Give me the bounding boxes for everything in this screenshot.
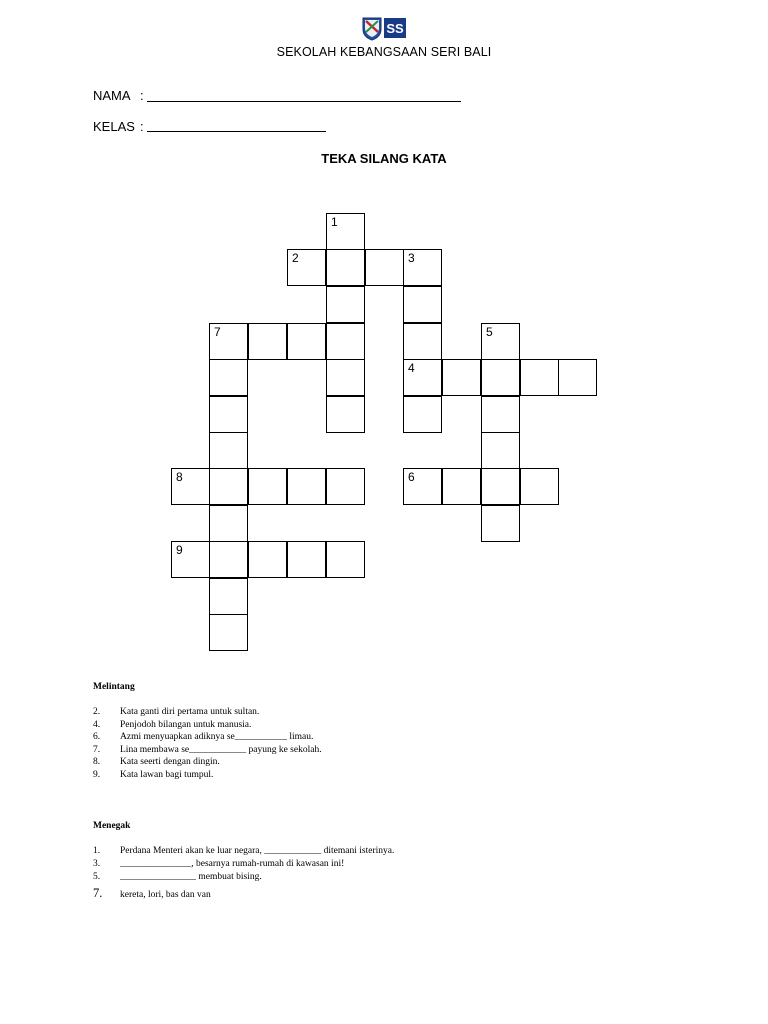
clue-text: kereta, lori, bas dan van [120,890,211,900]
crossword-cell[interactable] [520,359,559,396]
name-colon: : [140,88,144,103]
crossword-cell[interactable] [287,541,326,578]
crossword-cell[interactable] [403,359,442,396]
down-clue [93,846,394,856]
clue-num: 8. [93,757,101,767]
crossword-cell[interactable] [209,359,248,396]
across-clue [93,745,322,755]
clue-text: Perdana Menteri akan ke luar negara, ____________ ditemani isterinya. [120,846,395,856]
crossword-cell[interactable] [326,249,365,286]
crossword-cell[interactable] [403,323,442,360]
crossword-cell[interactable] [248,541,287,578]
crossword-cell[interactable] [287,468,326,505]
crossword-cell[interactable] [326,213,365,250]
across-heading: Melintang [93,682,135,692]
clue-num: 9. [93,770,101,780]
crossword-cell[interactable] [326,359,365,396]
crossword-cell[interactable] [171,541,210,578]
clue-num: 3. [93,859,101,869]
crossword-cell[interactable] [481,505,520,542]
crossword-cell[interactable] [287,323,326,360]
name-label: NAMA [93,88,131,103]
crossword-cell[interactable] [326,323,365,360]
crossword-cell[interactable] [326,396,365,433]
clue-num: 1. [93,846,101,856]
crossword-cell[interactable] [209,541,248,578]
crossword-cell[interactable] [248,468,287,505]
crossword-cell[interactable] [442,468,481,505]
crossword-cell[interactable] [248,323,287,360]
clue-number: 5 [486,325,493,339]
clue-text: Kata lawan bagi tumpul. [120,770,214,780]
clue-number: 8 [176,470,183,484]
clue-num: 5. [93,872,101,882]
down-clue [93,886,211,901]
crossword-cell[interactable] [209,468,248,505]
crossword-cell[interactable] [209,432,248,469]
clue-text: _______________, besarnya rumah-rumah di kawasan ini! [120,859,345,869]
clue-number: 3 [408,251,415,265]
crossword-cell[interactable] [403,286,442,323]
crossword-cell[interactable] [209,396,248,433]
crossword-cell[interactable] [481,396,520,433]
clue-num: 4. [93,720,101,730]
clue-num: 7. [93,886,103,900]
crossword-cell[interactable] [326,468,365,505]
clue-text: Lina membawa se____________ payung ke sekolah. [120,745,322,755]
across-clue [93,720,251,730]
crossword-cell[interactable] [209,578,248,615]
crossword-cell[interactable] [481,432,520,469]
crossword-cell[interactable] [209,323,248,360]
down-clue [93,872,262,882]
school-name: SEKOLAH KEBANGSAAN SERI BALI [276,45,492,59]
crossword-cell[interactable] [403,396,442,433]
clue-num: 7. [93,745,101,755]
crossword-cell[interactable] [403,468,442,505]
crossword-cell[interactable] [558,359,597,396]
clue-text: Kata seerti dengan dingin. [120,757,220,767]
crossword-cell[interactable] [209,614,248,651]
logo-text: SS [386,21,404,36]
across-clue [93,770,213,780]
crossword-cell[interactable] [520,468,559,505]
crossword-cell[interactable] [287,249,326,286]
clue-text: ________________ membuat bising. [120,872,262,882]
down-heading: Menegak [93,821,131,831]
crossword-cell[interactable] [481,468,520,505]
across-clue [93,707,259,717]
clue-number: 1 [331,215,338,229]
clue-num: 6. [93,732,101,742]
clue-text: Penjodoh bilangan untuk manusia. [120,720,252,730]
crossword-cell[interactable] [209,505,248,542]
crossword-cell[interactable] [481,359,520,396]
clue-num: 2. [93,707,101,717]
crossword-cell[interactable] [326,286,365,323]
crossword-cell[interactable] [365,249,404,286]
clue-text: Azmi menyuapkan adiknya se___________ limau. [120,732,314,742]
clue-number: 4 [408,361,415,375]
clue-text: Kata ganti diri pertama untuk sultan. [120,707,260,717]
crossword-cell[interactable] [326,541,365,578]
across-clue [93,732,313,742]
clue-number: 9 [176,543,183,557]
across-clue [93,757,220,767]
puzzle-title: TEKA SILANG KATA [321,151,447,166]
clue-number: 6 [408,470,415,484]
crossword-cell[interactable] [442,359,481,396]
class-colon: : [140,119,144,134]
crossword-cell[interactable] [171,468,210,505]
clue-number: 2 [292,251,299,265]
crossword-cell[interactable] [481,323,520,360]
crossword-cell[interactable] [403,249,442,286]
class-label: KELAS [93,119,135,134]
clue-number: 7 [214,325,221,339]
down-clue [93,859,344,869]
